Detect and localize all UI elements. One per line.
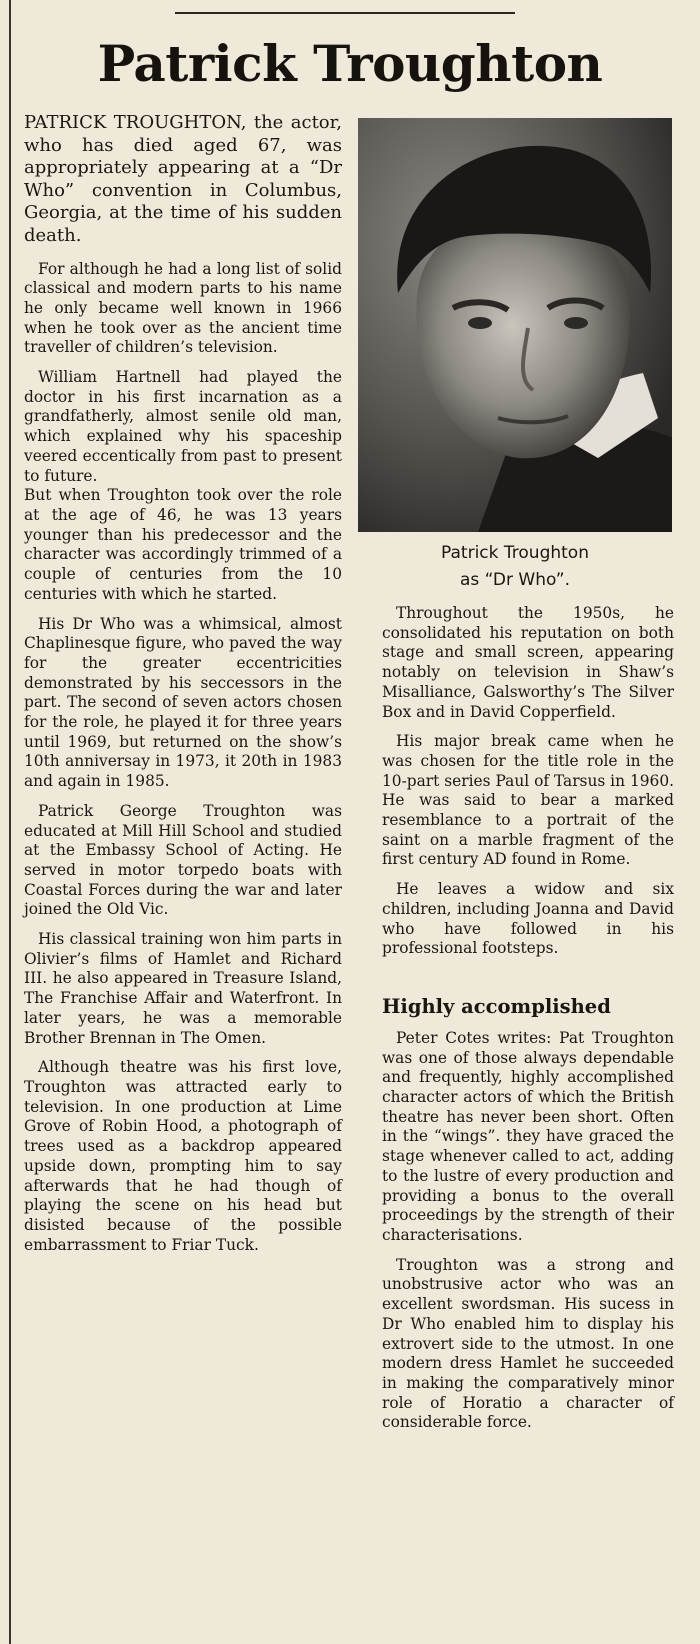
portrait-photo <box>358 118 672 532</box>
tribute-paragraph: Peter Cotes writes: Pat Troughton was one of those always dependable and frequently, highly accomplished character actors of which the British theatre has never been short. Often in the “wings”. they have graced the stage whenever called to act, adding to the lustre of every production and providing a bonus to the overall proceedings by the strength of their characterisations. <box>382 1028 674 1244</box>
article-paragraph: Throughout the 1950s, he consolidated his reputation on both stage and small screen, appearing notably on television in Shaw’s Misalliance, Galsworthy’s The Silver Box and in David Copperfield. <box>382 604 674 721</box>
article-paragraph: William Hartnell had played the doctor in his first incarnation as a grandfatherly, almost senile old man, which explained why his spaceship veered eccentically from past to present to future. <box>24 368 342 485</box>
subheading: Highly accomplished <box>382 994 611 1018</box>
article-paragraph: Patrick George Troughton was educated at Mill Hill School and studied at the Embassy School of Acting. He served in motor torpedo boats with Coastal Forces during the war and later joined the Old Vic. <box>24 801 342 919</box>
caption-line: as “Dr Who”. <box>459 570 571 590</box>
article-paragraph: But when Troughton took over the role at the age of 46, he was 13 years younger than his predecessor and the character was accordingly trimmed of a couple of centuries from the 10 centuries with which he started. <box>24 486 342 603</box>
article-paragraph: For although he had a long list of solid classical and modern parts to his name he only became well known in 1966 when he took over as the ancient time traveller of children’s television. <box>24 259 342 357</box>
column-rule <box>9 0 11 1644</box>
article-paragraph: His Dr Who was a whimsical, almost Chaplinesque figure, who paved the way for the greater eccentricities demonstrated by his seccessors in the part. The second of seven actors chosen for the role, he played it for three years until 1969, but returned on the show’s 10th anniversay in 1973, it 20th in 1983 and again in 1985. <box>24 614 342 791</box>
tribute-paragraph: Troughton was a strong and unobstrusive actor who was an excellent swordsman. His sucess in Dr Who enabled him to display his extrovert side to the utmost. In one modern dress Hamlet he succeeded in making the comparatively minor role of Horatio a character of considerable force. <box>382 1255 674 1432</box>
article-paragraph: He leaves a widow and six children, including Joanna and David who have followed in his professional footsteps. <box>382 880 674 958</box>
photo-caption <box>360 540 670 594</box>
top-rule <box>175 12 515 14</box>
article-paragraph: Although theatre was his first love, Troughton was attracted early to television. In one production at Lime Grove of Robin Hood, a photograph of trees used as a backdrop appeared upside down, prompting him to say afterwards that he had though of playing the scene on his head but disisted because of the possible embarrassment to Friar Tuck. <box>24 1058 342 1254</box>
headline: Patrick Troughton <box>97 34 603 93</box>
portrait-image <box>358 118 672 532</box>
article-paragraph: His classical training won him parts in Olivier’s films of Hamlet and Richard III. he also appeared in Treasure Island, The Franchise Affair and Waterfront. In later years, he was a memorable Brother Brennan in The Omen. <box>24 930 342 1047</box>
caption-line: Patrick Troughton <box>441 543 589 563</box>
left-column <box>24 112 342 1255</box>
article-paragraph: His major break came when he was chosen for the title role in the 10-part series Paul of Tarsus in 1960. He was said to bear a marked resemblance to a portrait of the saint on a marble fragment of the first century AD found in Rome. <box>382 732 674 869</box>
lead-paragraph: PATRICK TROUGHTON, the actor, who has died aged 67, was appropriately appearing at a “Dr Who” convention in Columbus, Georgia, at the time of his sudden death. <box>24 112 342 246</box>
right-column <box>382 604 674 1433</box>
